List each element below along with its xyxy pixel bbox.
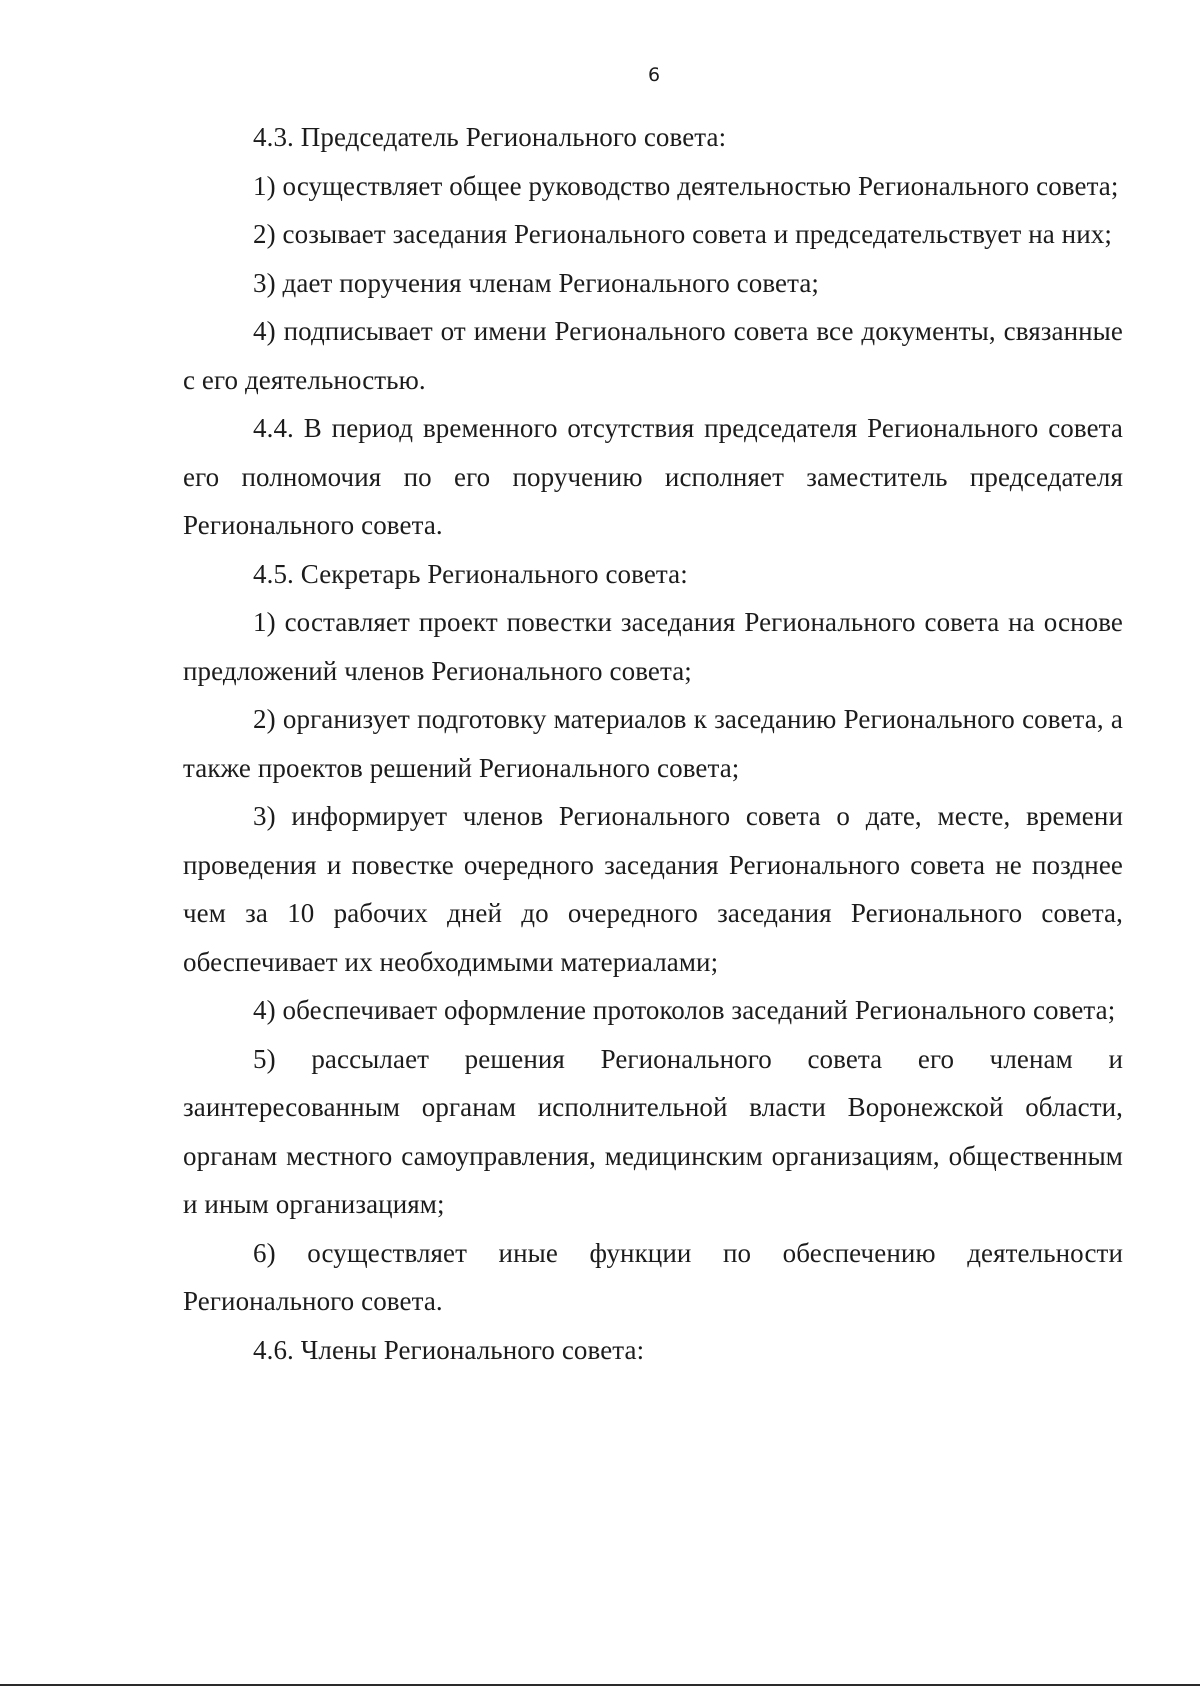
- paragraph-4-5-item-5: 5) рассылает решения Регионального совета его членам и заинтересованным органам исполнительной власти Воронежской области, органам местного самоуправления, медицинским организациям, общественным и иным организациям;: [183, 1043, 1123, 1219]
- paragraph-4-3-item-1: 1) осуществляет общее руководство деятельностью Регионального совета;: [253, 170, 1119, 201]
- paragraph-4-3-item-2: 2) созывает заседания Регионального совета и председательствует на них;: [253, 219, 1112, 249]
- paragraph-4-3-item-4: 4) подписывает от имени Регионального совета все документы, связанные с его деятельностью.: [183, 316, 1123, 395]
- paragraph-4-5: 4.5. Секретарь Регионального совета:: [253, 558, 688, 589]
- paragraph-4-5-item-6: 6) осуществляет иные функции по обеспечению деятельности Регионального совета.: [183, 1237, 1123, 1316]
- scan-bottom-edge-line: [0, 1684, 1200, 1686]
- paragraph-4-3: 4.3. Председатель Регионального совета:: [253, 122, 727, 152]
- paragraph-4-3-item-3: 3) дает поручения членам Регионального совета;: [253, 267, 820, 298]
- paragraph-4-5-item-4: 4) обеспечивает оформление протоколов заседаний Регионального совета;: [253, 995, 1116, 1025]
- paragraph-4-5-item-2: 2) организует подготовку материалов к заседанию Регионального совета, а также проектов решений Регионального совета;: [183, 704, 1123, 783]
- document-body: [183, 113, 1123, 1374]
- page-number: 6: [647, 64, 661, 86]
- paragraph-4-6: 4.6. Члены Регионального совета:: [253, 1334, 645, 1365]
- paragraph-4-4: 4.4. В период временного отсутствия председателя Регионального совета его полномочия по его поручению исполняет заместитель председателя Регионального совета.: [183, 413, 1123, 540]
- paragraph-4-5-item-3: 3) информирует членов Регионального совета о дате, месте, времени проведения и повестке очередного заседания Регионального совета не позднее чем за 10 рабочих дней до очередного заседания Регионального совета, обеспечивает их необходимыми материалами;: [183, 801, 1123, 977]
- paragraph-4-5-item-1: 1) составляет проект повестки заседания Регионального совета на основе предложений членов Регионального совета;: [183, 607, 1123, 686]
